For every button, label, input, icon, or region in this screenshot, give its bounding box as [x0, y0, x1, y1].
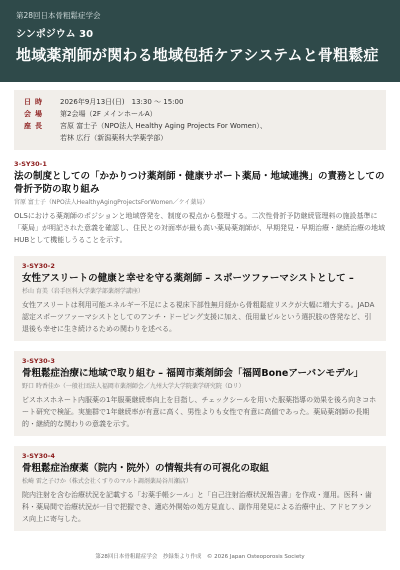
talk-3 [14, 351, 386, 436]
talk-id: 3-SY30-1 [14, 160, 47, 168]
venue-value: 第2会場（2F メインホールA） [60, 110, 157, 118]
talk-abstract: ビスホスホネート内服薬の1年服薬継続率向上を目指し、チェックシールを用いた服薬指導の効果を後ろ向きコホート研究で検証。実施群で1年継続率が有意に高く、男性よりも女性で有意に高値であった。薬局薬剤師の長期的・継続的な関わりの意義を示す。 [22, 396, 377, 428]
talk-4 [14, 446, 386, 531]
venue-row [24, 108, 376, 120]
talk-abstract: 院内注射を含む治療状況を記載する「お薬手帳シール」と「自己注射治療状況報告書」を作成・運用。医科・歯科・薬局間で治療状況が一目で把握でき、適応外開始の処方見直し、副作用発見による治療中止、アドヒアランス向上に寄与した。 [22, 491, 372, 523]
talk-abstract: OLSにおける薬剤師のポジションと地域啓発を、制度の視点から整理する。二次性骨折予防継続管理料の施設基準に「薬局」が明記された意義を確認し、住民との対面率が最も高い薬局薬剤師が、早期発見・早期治療・継続治療の地域HUBとして機能しうることを示す。 [14, 212, 385, 244]
talk-1 [14, 160, 386, 246]
talk-affiliation: 野口 時香佳か（一般社団法人福岡市薬剤師会／九州大学大学院薬学研究院（Dリ） [22, 383, 245, 390]
talk-id: 3-SY30-3 [22, 357, 55, 365]
chair-value-1: 宮原 富士子（NPO法人 Healthy Aging Projects For Women）、 [60, 122, 267, 130]
chair-value-2: 若林 広行（新潟薬科大学薬学部） [60, 134, 168, 142]
venue-label: 会場 [24, 110, 46, 118]
society-name: 第28回日本骨粗鬆症学会 [16, 11, 101, 20]
chair-row [24, 120, 376, 144]
talk-title: 女性アスリートの健康と幸せを守る薬剤師 – スポーツファーマシストとして – [22, 273, 354, 284]
session-info [14, 90, 386, 150]
talk-title: 骨粗鬆症治療に地域で取り組む – 福岡市薬剤師会「福岡Boneアーバンモデル」 [22, 368, 364, 379]
header-banner [0, 0, 400, 82]
talk-id: 3-SY30-4 [22, 452, 55, 460]
talk-title: 法の制度としての「かかりつけ薬剤師・健康サポート薬局・地域連携」の責務としての骨折予防の取り組み [14, 171, 385, 195]
date-label: 日時 [24, 98, 46, 106]
talk-affiliation: 宮原 富士子（NPO法人HealthyAgingProjectsForWomen／ケイ薬局） [14, 199, 209, 206]
footer-credit: 第28回日本骨粗鬆症学会 抄録集より作成 © 2026 Japan Osteoporosis Society [95, 554, 305, 560]
talk-affiliation: 杉山 育美（岩手医科大学薬学部薬剤学講座） [22, 288, 144, 295]
talk-id: 3-SY30-2 [22, 262, 55, 270]
talk-affiliation: 松崎 雷之子けか（株式会社くすりのマルト調剤薬局谷川瀬店） [22, 478, 192, 485]
date-value: 2026年9月13日(日) 13:30 ～ 15:00 [60, 98, 184, 106]
symposium-title: 地域薬剤師が関わる地域包括ケアシステムと骨粗鬆症 [16, 46, 379, 64]
chair-label: 座長 [24, 122, 46, 130]
talk-abstract: 女性アスリートは利用可能エネルギー不足による視床下部性無月経から骨粗鬆症リスクが大幅に増大する。JADA認定スポーツファーマシストとしてのアンチ・ドーピング支援に加え、低用量ピルという選択肢の啓発など、引退後も幸せに生き続けるための関わりを述べる。 [22, 301, 375, 333]
date-row [24, 96, 376, 108]
chair-value [60, 120, 376, 144]
talk-2 [14, 256, 386, 341]
symposium-number: シンポジウム 30 [16, 29, 94, 40]
talk-title: 骨粗鬆症治療薬（院内・院外）の情報共有の可視化の取組 [22, 463, 270, 474]
